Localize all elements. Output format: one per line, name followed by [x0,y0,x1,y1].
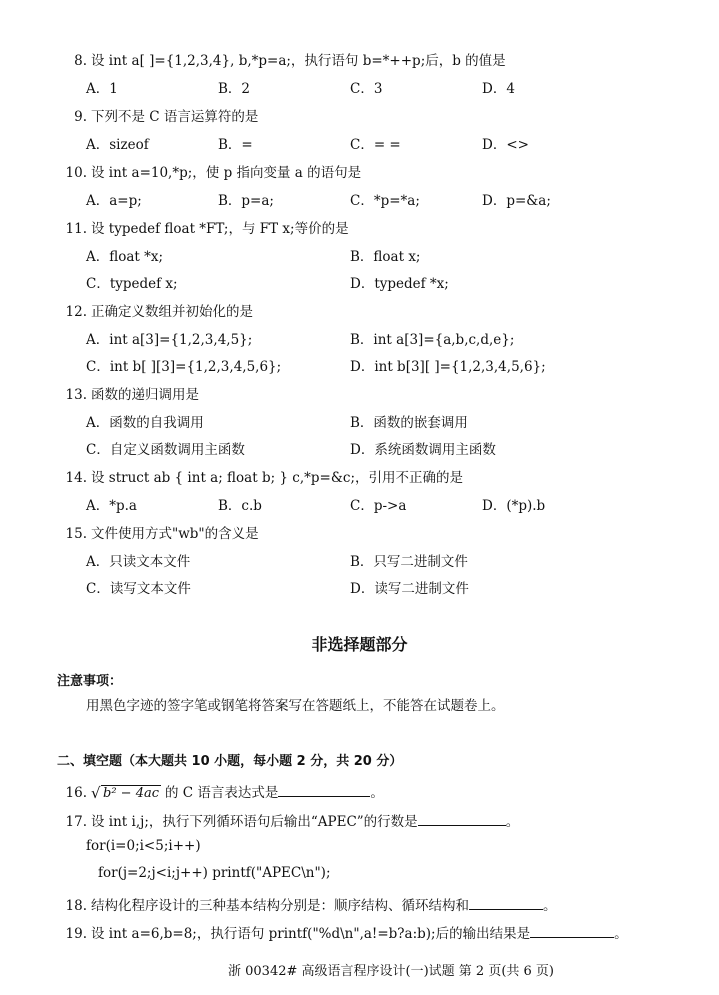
sqrt-body: b² − 4ac [103,786,159,801]
option-a: A．只读文本文件 [86,554,191,570]
answer-blank[interactable] [469,897,543,910]
question-text: 设 int a=10,*p;，使 p 指向变量 a 的语句是 [91,165,362,181]
question-9 [57,105,258,125]
notice-text: 用黑色字迹的签字笔或钢笔将答案写在答题纸上，不能答在试题卷上。 [86,698,505,714]
question-number: 8. [74,53,87,69]
option-d: D．4 [482,81,515,97]
question-11 [57,217,349,237]
question-number: 11. [65,221,87,237]
question-8 [57,49,506,69]
answer-blank[interactable] [530,925,614,938]
option-c: C．typedef x; [86,276,178,292]
question-number: 13. [65,387,87,403]
option-b: B．2 [218,81,251,97]
code-line-2: for(j=2;j<i;j++) printf("APEC\n"); [98,865,331,881]
answer-blank[interactable] [278,784,370,797]
part-two-title: 二、填空题（本大题共 10 小题，每小题 2 分，共 20 分） [57,754,403,769]
question-text: 正确定义数组并初始化的是 [91,304,253,320]
question-13 [57,383,199,403]
radical-sign-icon: √ [91,784,101,802]
question-18 [57,894,557,914]
question-text: 设 int i,j;，执行下列循环语句后输出“APEC”的行数是 [91,814,418,830]
end-punct: 。 [614,926,628,942]
option-b: B．= [218,137,253,153]
option-a: A．float *x; [86,249,164,265]
option-d: D．typedef *x; [350,276,449,292]
option-d: D．(*p).b [482,498,546,514]
question-17 [57,810,519,830]
question-text: 结构化程序设计的三种基本结构分别是：顺序结构、循环结构和 [91,898,469,914]
question-number: 14. [65,470,87,486]
question-number: 15. [65,526,87,542]
option-b: B．int a[3]={a,b,c,d,e}; [350,332,515,348]
page-footer: 浙 00342# 高级语言程序设计(一)试题 第 2 页(共 6 页) [228,964,555,979]
section-title: 非选择题部分 [311,635,408,654]
question-number: 10. [65,165,87,181]
question-19 [57,922,628,942]
option-c: C．*p=*a; [350,193,420,209]
end-punct: 。 [370,785,384,801]
option-c: C．3 [350,81,383,97]
option-a: A．int a[3]={1,2,3,4,5}; [86,332,253,348]
question-number: 12. [65,304,87,320]
sqrt-expression [91,786,161,801]
option-a: A．1 [86,81,118,97]
code-line-1: for(i=0;i<5;i++) [86,838,201,854]
option-a: A．函数的自我调用 [86,415,204,431]
option-b: B．float x; [350,249,421,265]
question-text: 的 C 语言表达式是 [165,785,279,801]
option-a: A．*p.a [86,498,137,514]
option-b: B．只写二进制文件 [350,554,468,570]
option-c: C．读写文本文件 [86,581,191,597]
question-number: 19. [65,926,87,942]
option-b: B．函数的嵌套调用 [350,415,468,431]
answer-blank[interactable] [418,813,506,826]
question-14 [57,466,463,486]
question-text: 设 int a[ ]={1,2,3,4}, b,*p=a;，执行语句 b=*++p;后，b 的值是 [91,53,506,69]
question-text: 设 int a=6,b=8;，执行语句 printf("%d\n",a!=b?a:b);后的输出结果是 [91,926,531,942]
option-c: C．自定义函数调用主函数 [86,442,245,458]
option-b: B．p=a; [218,193,274,209]
option-c: C．= = [350,137,401,153]
option-c: C．p->a [350,498,407,514]
question-number: 18. [65,898,87,914]
option-d: D．int b[3][ ]={1,2,3,4,5,6}; [350,359,546,375]
option-a: A．a=p; [86,193,142,209]
option-a: A．sizeof [86,137,149,153]
question-text: 设 struct ab { int a; float b; } c,*p=&c;，引用不正确的是 [91,470,463,486]
option-d: D．<> [482,137,529,153]
question-text: 下列不是 C 语言运算符的是 [91,109,259,125]
question-12 [57,300,253,320]
question-15 [57,522,259,542]
end-punct: 。 [543,898,557,914]
option-d: D．读写二进制文件 [350,581,469,597]
question-number: 16. [65,785,87,801]
question-number: 9. [74,109,87,125]
question-number: 17. [65,814,87,830]
option-d: D．系统函数调用主函数 [350,442,496,458]
question-16 [57,781,384,801]
question-10 [57,161,361,181]
notice-label: 注意事项： [57,674,123,689]
option-b: B．c.b [218,498,262,514]
option-d: D．p=&a; [482,193,551,209]
question-text: 文件使用方式"wb"的含义是 [91,526,259,542]
end-punct: 。 [505,814,520,830]
question-text: 函数的递归调用是 [91,387,199,403]
question-text: 设 typedef float *FT;，与 FT x;等价的是 [91,221,349,237]
option-c: C．int b[ ][3]={1,2,3,4,5,6}; [86,359,282,375]
